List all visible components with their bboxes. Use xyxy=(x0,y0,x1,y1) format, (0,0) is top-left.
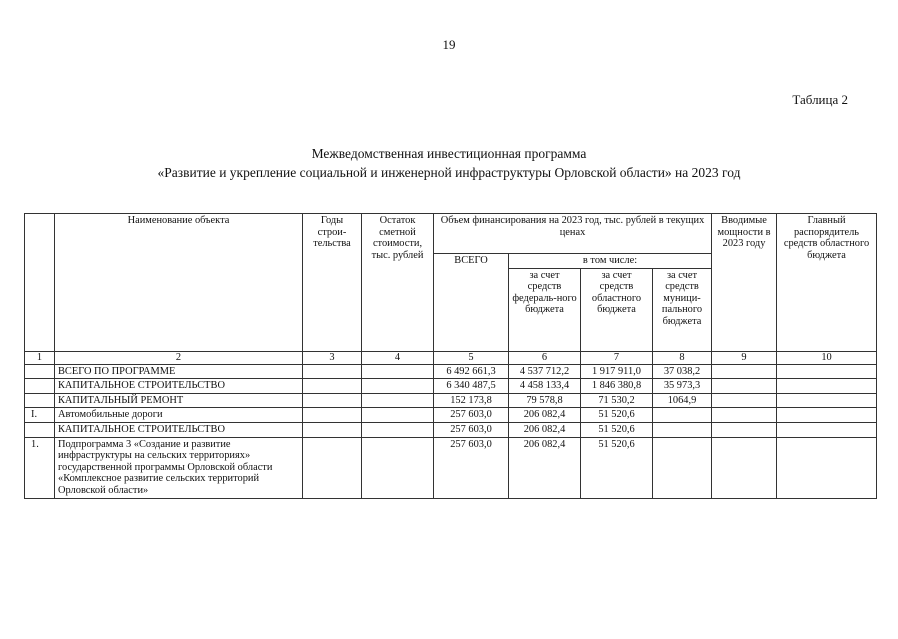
construction-years xyxy=(303,437,362,498)
manager-value xyxy=(777,422,877,437)
remaining-cost xyxy=(362,422,434,437)
header-object-name: Наименование объекта xyxy=(55,214,303,352)
column-number: 3 xyxy=(303,351,362,364)
regional-value: 1 846 380,8 xyxy=(581,379,653,394)
total-value: 257 603,0 xyxy=(434,437,509,498)
municipal-value: 37 038,2 xyxy=(653,364,712,379)
construction-years xyxy=(303,379,362,394)
table-row xyxy=(25,393,877,408)
document-title-line-2: «Развитие и укрепление социальной и инженерной инфраструктуры Орловской области» на 2023 год xyxy=(157,165,741,180)
capacity-value xyxy=(712,379,777,394)
column-number: 5 xyxy=(434,351,509,364)
construction-years xyxy=(303,364,362,379)
header-regional-budget: за счет средств областного бюджета xyxy=(581,268,653,351)
header-construction-years: Годы строи-тельства xyxy=(303,214,362,352)
total-value: 6 492 661,3 xyxy=(434,364,509,379)
object-name: КАПИТАЛЬНОЕ СТРОИТЕЛЬСТВО xyxy=(55,422,303,437)
header-municipal-budget: за счет средств муници-пального бюджета xyxy=(653,268,712,351)
row-number xyxy=(25,379,55,394)
object-name: Автомобильные дороги xyxy=(55,408,303,423)
column-number: 6 xyxy=(509,351,581,364)
object-name: ВСЕГО ПО ПРОГРАММЕ xyxy=(55,364,303,379)
federal-value: 206 082,4 xyxy=(509,408,581,423)
column-number: 10 xyxy=(777,351,877,364)
row-number xyxy=(25,422,55,437)
total-value: 152 173,8 xyxy=(434,393,509,408)
federal-value: 79 578,8 xyxy=(509,393,581,408)
manager-value xyxy=(777,437,877,498)
regional-value: 1 917 911,0 xyxy=(581,364,653,379)
remaining-cost xyxy=(362,408,434,423)
header-federal-budget: за счет средств федераль-ного бюджета xyxy=(509,268,581,351)
construction-years xyxy=(303,408,362,423)
regional-value: 51 520,6 xyxy=(581,408,653,423)
header-remaining-cost: Остаток сметной стоимости, тыс. рублей xyxy=(362,214,434,352)
row-number xyxy=(25,364,55,379)
municipal-value xyxy=(653,408,712,423)
column-number-row xyxy=(25,351,877,364)
municipal-value: 35 973,3 xyxy=(653,379,712,394)
remaining-cost xyxy=(362,393,434,408)
table-label: Таблица 2 xyxy=(792,92,848,107)
page-number: 19 xyxy=(442,37,456,52)
document-title-line-1: Межведомственная инвестиционная программа xyxy=(311,146,587,161)
federal-value: 4 458 133,4 xyxy=(509,379,581,394)
capacity-value xyxy=(712,393,777,408)
federal-value: 4 537 712,2 xyxy=(509,364,581,379)
column-number: 9 xyxy=(712,351,777,364)
header-including: в том числе: xyxy=(509,254,712,269)
remaining-cost xyxy=(362,379,434,394)
regional-value: 51 520,6 xyxy=(581,437,653,498)
municipal-value xyxy=(653,437,712,498)
capacity-value xyxy=(712,422,777,437)
federal-value: 206 082,4 xyxy=(509,422,581,437)
table-row xyxy=(25,422,877,437)
remaining-cost xyxy=(362,364,434,379)
header-total: ВСЕГО xyxy=(434,254,509,352)
manager-value xyxy=(777,393,877,408)
column-number: 7 xyxy=(581,351,653,364)
federal-value: 206 082,4 xyxy=(509,437,581,498)
object-name: КАПИТАЛЬНЫЙ РЕМОНТ xyxy=(55,393,303,408)
object-name: Подпрограмма 3 «Создание и развитие инфраструктуры на сельских территориях» государственной программы Орловской области «Комплексное развитие сельских территорий Орловской области» xyxy=(55,437,303,498)
header-budget-manager: Главный распорядитель средств областного бюджета xyxy=(777,214,877,352)
regional-value: 71 530,2 xyxy=(581,393,653,408)
capacity-value xyxy=(712,364,777,379)
capacity-value xyxy=(712,408,777,423)
table-row xyxy=(25,364,877,379)
table-row xyxy=(25,379,877,394)
municipal-value: 1064,9 xyxy=(653,393,712,408)
table-row xyxy=(25,408,877,423)
municipal-value xyxy=(653,422,712,437)
manager-value xyxy=(777,364,877,379)
column-number: 8 xyxy=(653,351,712,364)
financing-table xyxy=(24,213,877,499)
regional-value: 51 520,6 xyxy=(581,422,653,437)
column-number: 2 xyxy=(55,351,303,364)
total-value: 6 340 487,5 xyxy=(434,379,509,394)
construction-years xyxy=(303,422,362,437)
construction-years xyxy=(303,393,362,408)
table-row xyxy=(25,437,877,498)
capacity-value xyxy=(712,437,777,498)
column-number: 4 xyxy=(362,351,434,364)
header-financing-volume: Объем финансирования на 2023 год, тыс. рублей в текущих ценах xyxy=(434,214,712,254)
row-number: I. xyxy=(25,408,55,423)
remaining-cost xyxy=(362,437,434,498)
manager-value xyxy=(777,408,877,423)
column-number: 1 xyxy=(25,351,55,364)
header-capacity: Вводимые мощности в 2023 году xyxy=(712,214,777,352)
manager-value xyxy=(777,379,877,394)
total-value: 257 603,0 xyxy=(434,422,509,437)
object-name: КАПИТАЛЬНОЕ СТРОИТЕЛЬСТВО xyxy=(55,379,303,394)
total-value: 257 603,0 xyxy=(434,408,509,423)
row-number xyxy=(25,393,55,408)
header-row-number xyxy=(25,214,55,352)
row-number: 1. xyxy=(25,437,55,498)
